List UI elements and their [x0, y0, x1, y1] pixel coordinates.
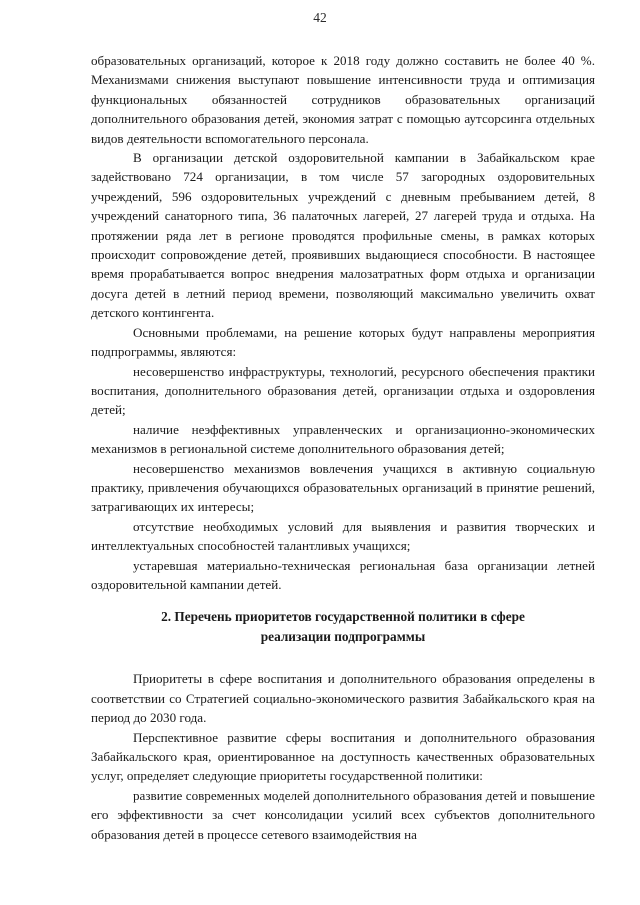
paragraph-summer-campaign: В организации детской оздоровительной кампании в Забайкальском крае задействовано 724 организации, в том числе 57 загородных оздоровительных учреждений, 596 оздоровительных учреждений с дневным пребыванием детей, 8 учреждений санаторного типа, 36 палаточных лагерей, 27 лагерей труда и отдыха. На протяжении ряда лет в регионе проводятся профильные смены, в рамках которых происходит сопровождение детей, проявивших выдающиеся способности. В настоящее время прорабатывается вопрос внедрения малозатратных форм отдыха и организации досуга детей в летний период времени, позволяющий максимально увеличить охват детского контингента.: [91, 150, 595, 321]
paragraphs-bottom: [91, 669, 595, 844]
problem-item: отсутствие необходимых условий для выявления и развития творческих и интеллектуальных способностей талантливых учащихся;: [91, 518, 595, 554]
paragraph-priorities-list-intro: Перспективное развитие сферы воспитания и дополнительного образования Забайкальского края, ориентированное на доступность качественных образовательных услуг, определяет следующие приоритеты государственной политики:: [91, 729, 595, 784]
paragraph-priorities-intro: Приоритеты в сфере воспитания и дополнительного образования определены в соответствии со Стратегией социально-экономического развития Забайкальского края на период до 2030 года.: [91, 671, 595, 726]
problem-item: несовершенство инфраструктуры, технологий, ресурсного обеспечения практики воспитания, дополнительного образования детей, организации отдыха и оздоровления детей;: [91, 363, 595, 418]
page-content: [91, 51, 595, 844]
paragraph-continuation: образовательных организаций, которое к 2018 году должно составить не более 40 %. Механизмами снижения выступают повышение интенсивности труда и оптимизация функциональных обязанностей сотрудников образовательных организаций дополнительного образования детей, экономия затрат с помощью аутсорсинга отдельных видов деятельности вспомогательного персонала.: [91, 53, 595, 146]
section-heading: 2. Перечень приоритетов государственной политики в сфере реализации подпрограммы: [161, 609, 525, 645]
problem-item: наличие неэффективных управленческих и организационно-экономических механизмов в региональной системе дополнительного образования детей;: [91, 421, 595, 457]
problem-item: несовершенство механизмов вовлечения учащихся в активную социальную практику, привлечения обучающихся образовательных организаций в принятие решений, затрагивающих их интересы;: [91, 460, 595, 515]
page-number: 42: [313, 10, 327, 25]
paragraph-main-problems: Основными проблемами, на решение которых будут направлены мероприятия подпрограммы, являются:: [91, 324, 595, 360]
problem-item: устаревшая материально-техническая региональная база организации летней оздоровительной кампании детей.: [91, 557, 595, 592]
paragraphs-top: [91, 51, 595, 594]
priority-item: развитие современных моделей дополнительного образования детей и повышение его эффективности за счет консолидации усилий всех субъектов дополнительного образования детей в процессе сетевого взаимодействия на: [91, 787, 595, 842]
